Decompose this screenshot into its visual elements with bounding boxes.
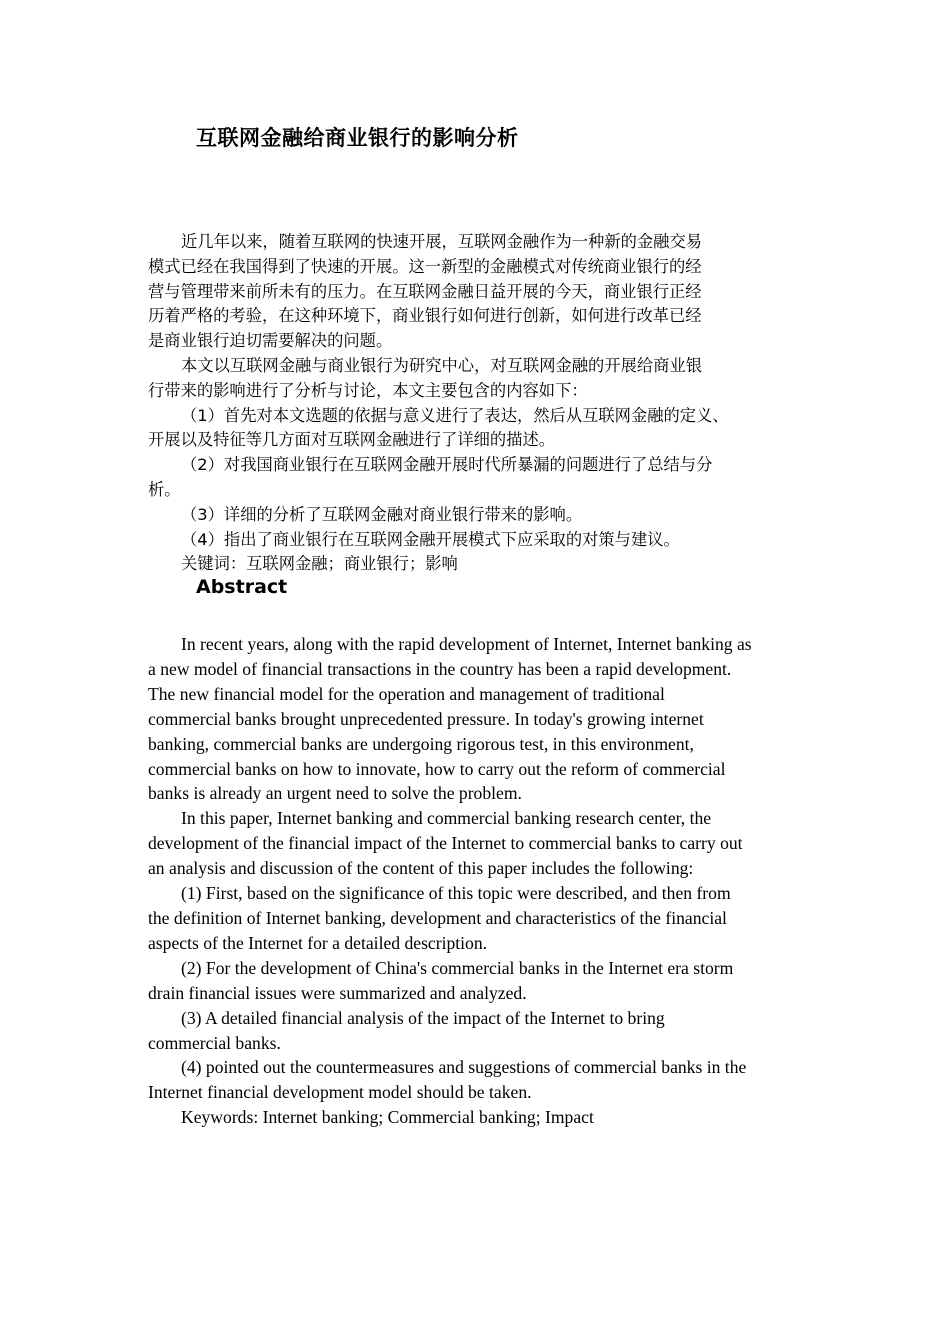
text-line: In recent years, along with the rapid development of Internet, Internet banking as bbox=[181, 634, 752, 654]
text-line: 开展以及特征等几方面对互联网金融进行了详细的描述。 bbox=[148, 430, 556, 450]
chinese-abstract bbox=[148, 230, 828, 577]
text-line: （4）指出了商业银行在互联网金融开展模式下应采取的对策与建议。 bbox=[181, 529, 680, 549]
text-line: aspects of the Internet for a detailed description. bbox=[148, 932, 488, 953]
text-line: 模式已经在我国得到了快速的开展。这一新型的金融模式对传统商业银行的经 bbox=[148, 256, 702, 276]
en-paragraph-2 bbox=[148, 806, 813, 881]
text-line: commercial banks brought unprecedented pressure. In today's growing internet bbox=[148, 708, 704, 729]
text-line: In this paper, Internet banking and commercial banking research center, the bbox=[181, 808, 712, 829]
text-line: (1) First, based on the significance of this topic were described, and then from bbox=[181, 883, 731, 904]
text-line: banks is already an urgent need to solve the problem. bbox=[148, 783, 522, 804]
keywords-line: 关键词：互联网金融；商业银行；影响 bbox=[181, 554, 458, 574]
cn-paragraph-2 bbox=[148, 354, 828, 404]
keywords-line: Keywords: Internet banking; Commercial banking; Impact bbox=[181, 1107, 594, 1128]
cn-paragraph-1 bbox=[148, 230, 828, 354]
text-line: the definition of Internet banking, development and characteristics of the financial bbox=[148, 907, 727, 928]
text-line: （1）首先对本文选题的依据与意义进行了表达，然后从互联网金融的定义、 bbox=[181, 405, 729, 425]
text-line: 是商业银行迫切需要解决的问题。 bbox=[148, 331, 393, 351]
text-line: 历着严格的考验，在这种环境下，商业银行如何进行创新，如何进行改革已经 bbox=[148, 306, 702, 326]
text-line: 营与管理带来前所未有的压力。在互联网金融日益开展的今天，商业银行正经 bbox=[148, 281, 702, 301]
text-line: banking, commercial banks are undergoing rigorous test, in this environment, bbox=[148, 733, 694, 754]
text-line: an analysis and discussion of the content of this paper includes the following: bbox=[148, 858, 694, 879]
english-abstract bbox=[148, 632, 813, 1130]
text-line: development of the financial impact of the Internet to commercial banks to carry out bbox=[148, 833, 743, 854]
text-line: The new financial model for the operation and management of traditional bbox=[148, 683, 665, 704]
en-item-4 bbox=[148, 1055, 813, 1105]
text-line: （3）详细的分析了互联网金融对商业银行带来的影响。 bbox=[181, 504, 583, 524]
text-line: commercial banks. bbox=[148, 1032, 281, 1053]
cn-item-2 bbox=[148, 453, 828, 503]
abstract-heading: Abstract bbox=[196, 576, 288, 598]
en-keywords bbox=[148, 1105, 813, 1130]
text-line: （2）对我国商业银行在互联网金融开展时代所暴漏的问题进行了总结与分 bbox=[181, 455, 713, 475]
en-paragraph-1 bbox=[148, 632, 813, 806]
text-line: a new model of financial transactions in the country has been a rapid development. bbox=[148, 658, 732, 679]
cn-keywords bbox=[148, 552, 828, 577]
text-line: (4) pointed out the countermeasures and suggestions of commercial banks in the bbox=[181, 1057, 747, 1078]
document-title: 互联网金融给商业银行的影响分析 bbox=[196, 126, 519, 150]
text-line: (3) A detailed financial analysis of the impact of the Internet to bring bbox=[181, 1007, 665, 1028]
cn-item-3 bbox=[148, 503, 828, 528]
text-line: 析。 bbox=[148, 479, 181, 499]
text-line: 本文以互联网金融与商业银行为研究中心，对互联网金融的开展给商业银 bbox=[181, 355, 703, 375]
text-line: drain financial issues were summarized and analyzed. bbox=[148, 982, 527, 1003]
en-item-1 bbox=[148, 881, 813, 956]
cn-item-4 bbox=[148, 528, 828, 553]
cn-item-1 bbox=[148, 404, 828, 454]
text-line: (2) For the development of China's commercial banks in the Internet era storm bbox=[181, 957, 734, 978]
text-line: commercial banks on how to innovate, how to carry out the reform of commercial bbox=[148, 758, 726, 779]
text-line: Internet financial development model should be taken. bbox=[148, 1082, 532, 1103]
text-line: 近几年以来，随着互联网的快速开展，互联网金融作为一种新的金融交易 bbox=[181, 232, 703, 251]
en-item-2 bbox=[148, 956, 813, 1006]
text-line: 行带来的影响进行了分析与讨论，本文主要包含的内容如下： bbox=[148, 380, 588, 400]
en-item-3 bbox=[148, 1006, 813, 1056]
